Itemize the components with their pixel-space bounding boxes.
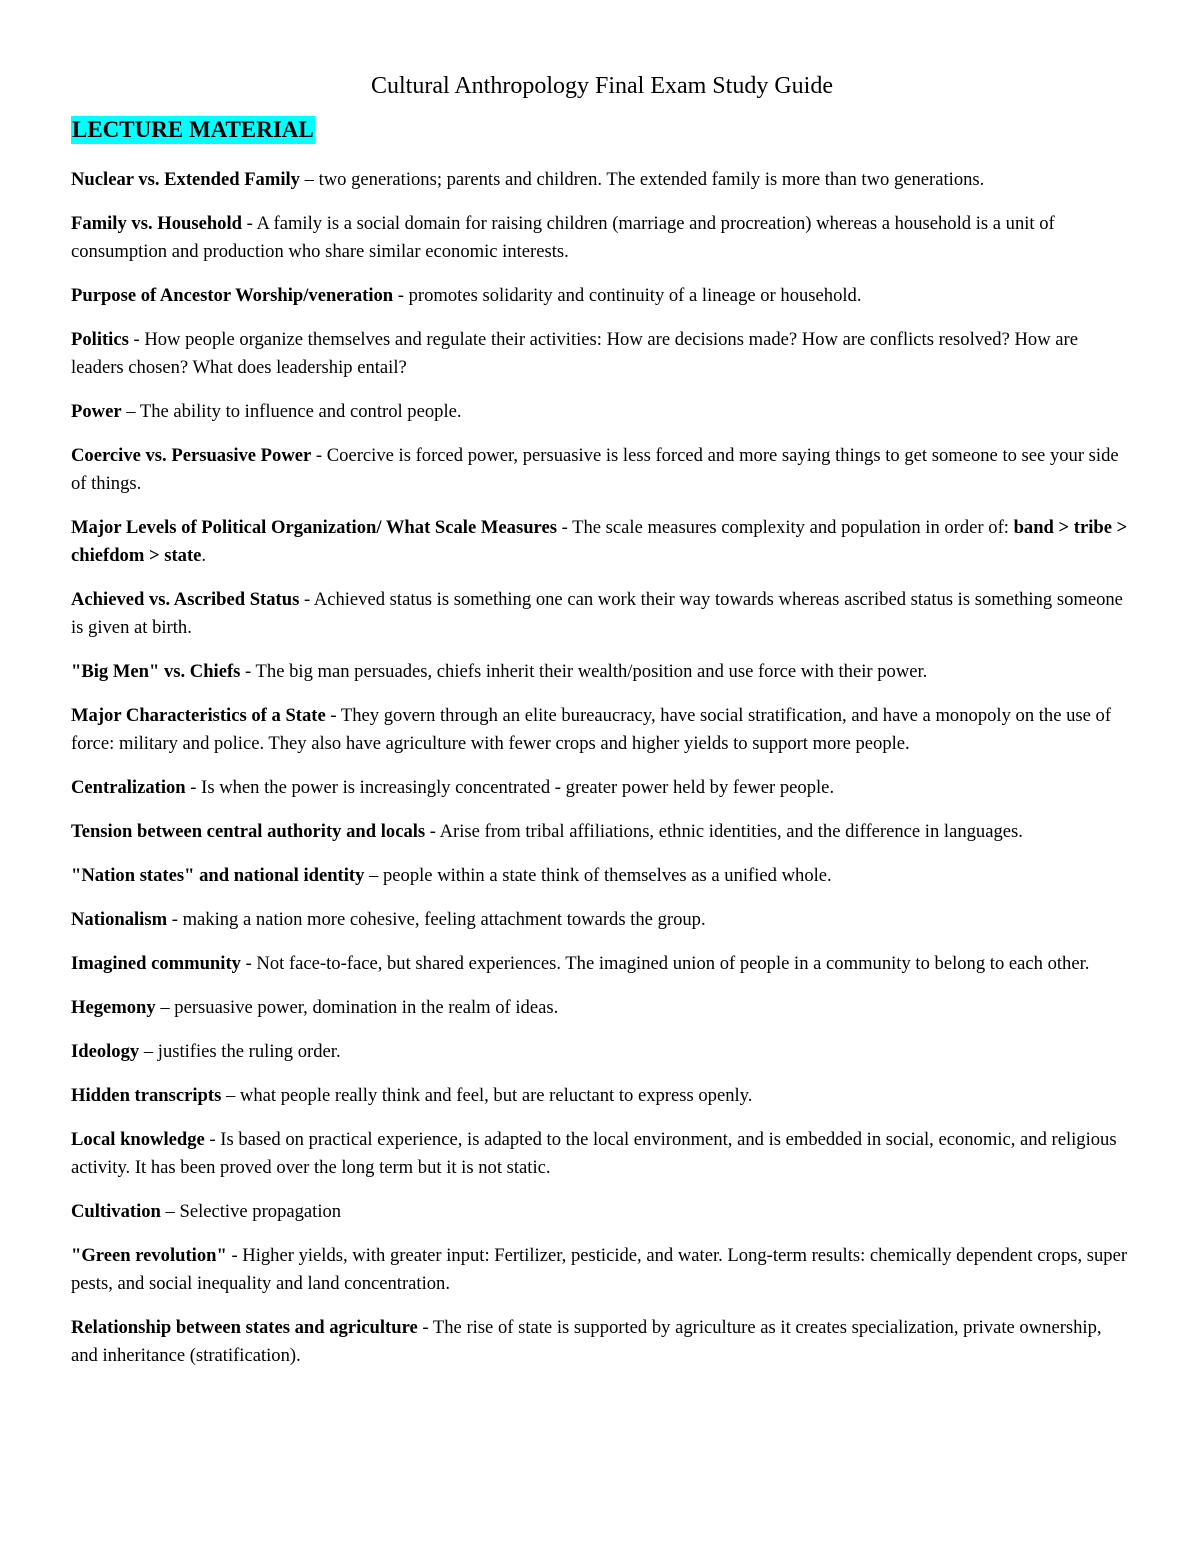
glossary-definition: - Is based on practical experience, is adapted to the local environment, and is embedded in social, economic, and religious activity. It has been proved over the long term but it is not static.: [71, 1129, 1117, 1178]
glossary-entry: [71, 1082, 1133, 1110]
glossary-entry: [71, 702, 1133, 758]
glossary-term: "Big Men" vs. Chiefs: [71, 661, 241, 682]
glossary-definition: - The rise of state is supported by agriculture as it creates specialization, private ownership, and inheritance (stratification).: [71, 1317, 1102, 1366]
glossary-term: Tension between central authority and locals: [71, 821, 426, 842]
glossary-term: Imagined community: [71, 953, 241, 974]
glossary-term: Major Levels of Political Organization/ What Scale Measures: [71, 517, 557, 538]
glossary-definition: – what people really think and feel, but are reluctant to express openly.: [221, 1085, 753, 1106]
glossary-definition: - Not face-to-face, but shared experiences. The imagined union of people in a community to belong to each other.: [240, 953, 1090, 974]
glossary-entry: [71, 282, 1133, 310]
glossary-definition: – Selective propagation: [160, 1201, 342, 1222]
glossary-definition: - making a nation more cohesive, feeling attachment towards the group.: [167, 909, 706, 930]
document-page: [71, 68, 1133, 1386]
glossary-definition: – people within a state think of themselves as a unified whole.: [364, 865, 832, 886]
glossary-term: Local knowledge: [71, 1129, 205, 1150]
glossary-entry: [71, 398, 1133, 426]
glossary-entry: [71, 994, 1133, 1022]
glossary-definition: – two generations; parents and children. The extended family is more than two generations.: [299, 169, 985, 190]
glossary-entry: [71, 1038, 1133, 1066]
glossary-definition: - promotes solidarity and continuity of a lineage or household.: [393, 285, 862, 306]
glossary-term: Purpose of Ancestor Worship/veneration: [71, 285, 394, 306]
glossary-definition: - The big man persuades, chiefs inherit their wealth/position and use force with their power.: [240, 661, 928, 682]
glossary-definition: - Is when the power is increasingly concentrated - greater power held by fewer people.: [185, 777, 835, 798]
glossary-term: Achieved vs. Ascribed Status: [71, 589, 300, 610]
glossary-entry: [71, 818, 1133, 846]
glossary-term: Major Characteristics of a State: [71, 705, 326, 726]
glossary-list: [71, 166, 1133, 1370]
glossary-entry: [71, 1314, 1133, 1370]
glossary-term: "Green revolution": [71, 1245, 227, 1266]
glossary-emphasis: band > tribe > chiefdom > state: [71, 517, 1128, 566]
glossary-term: Hegemony: [71, 997, 156, 1018]
glossary-entry: [71, 586, 1133, 642]
glossary-definition: – The ability to influence and control people.: [121, 401, 462, 422]
glossary-term: Power: [71, 401, 122, 422]
glossary-term: Hidden transcripts: [71, 1085, 222, 1106]
glossary-definition: – persuasive power, domination in the realm of ideas.: [155, 997, 559, 1018]
glossary-term: Centralization: [71, 777, 186, 798]
section-heading-lecture-material: LECTURE MATERIAL: [72, 117, 314, 142]
glossary-term: Coercive vs. Persuasive Power: [71, 445, 312, 466]
glossary-entry: [71, 514, 1133, 570]
glossary-definition: - A family is a social domain for raising children (marriage and procreation) whereas a household is a unit of consumption and production who share similar economic interests.: [71, 213, 1055, 262]
glossary-term: Nationalism: [71, 909, 168, 930]
glossary-definition: - Coercive is forced power, persuasive is less forced and more saying things to get someone to see your side of things.: [71, 445, 1119, 494]
glossary-term: Nuclear vs. Extended Family: [71, 169, 300, 190]
glossary-definition: - How people organize themselves and regulate their activities: How are decisions made? How are conflicts resolved? How are leaders chosen? What does leadership entail?: [71, 329, 1078, 378]
glossary-term: Relationship between states and agriculture: [71, 1317, 418, 1338]
glossary-definition: - They govern through an elite bureaucracy, have social stratification, and have a monopoly on the use of force: military and police. They also have agriculture with fewer crops and higher yields to support more people.: [71, 705, 1112, 754]
document-title: Cultural Anthropology Final Exam Study Guide: [371, 73, 833, 99]
glossary-term: Politics: [71, 329, 129, 350]
glossary-entry: [71, 442, 1133, 498]
glossary-term: "Nation states" and national identity: [71, 865, 365, 886]
glossary-term: Ideology: [71, 1041, 140, 1062]
glossary-definition: - Higher yields, with greater input: Fertilizer, pesticide, and water. Long-term results: chemically dependent crops, super pests, and social inequality and land concentration.: [71, 1245, 1128, 1294]
glossary-definition: - Achieved status is something one can work their way towards whereas ascribed status is something someone is given at birth.: [71, 589, 1123, 638]
glossary-entry: [71, 1198, 1133, 1226]
glossary-entry: [71, 950, 1133, 978]
glossary-entry: [71, 1126, 1133, 1182]
glossary-tail: .: [201, 545, 207, 566]
glossary-entry: [71, 166, 1133, 194]
glossary-entry: [71, 906, 1133, 934]
glossary-entry: [71, 210, 1133, 266]
glossary-term: Family vs. Household: [71, 213, 242, 234]
glossary-term: Cultivation: [71, 1201, 161, 1222]
glossary-entry: [71, 326, 1133, 382]
glossary-definition: - Arise from tribal affiliations, ethnic identities, and the difference in languages.: [425, 821, 1023, 842]
glossary-definition: - The scale measures complexity and population in order of:: [556, 517, 1014, 538]
glossary-entry: [71, 658, 1133, 686]
glossary-definition: – justifies the ruling order.: [139, 1041, 341, 1062]
glossary-entry: [71, 1242, 1133, 1298]
glossary-entry: [71, 774, 1133, 802]
glossary-entry: [71, 862, 1133, 890]
